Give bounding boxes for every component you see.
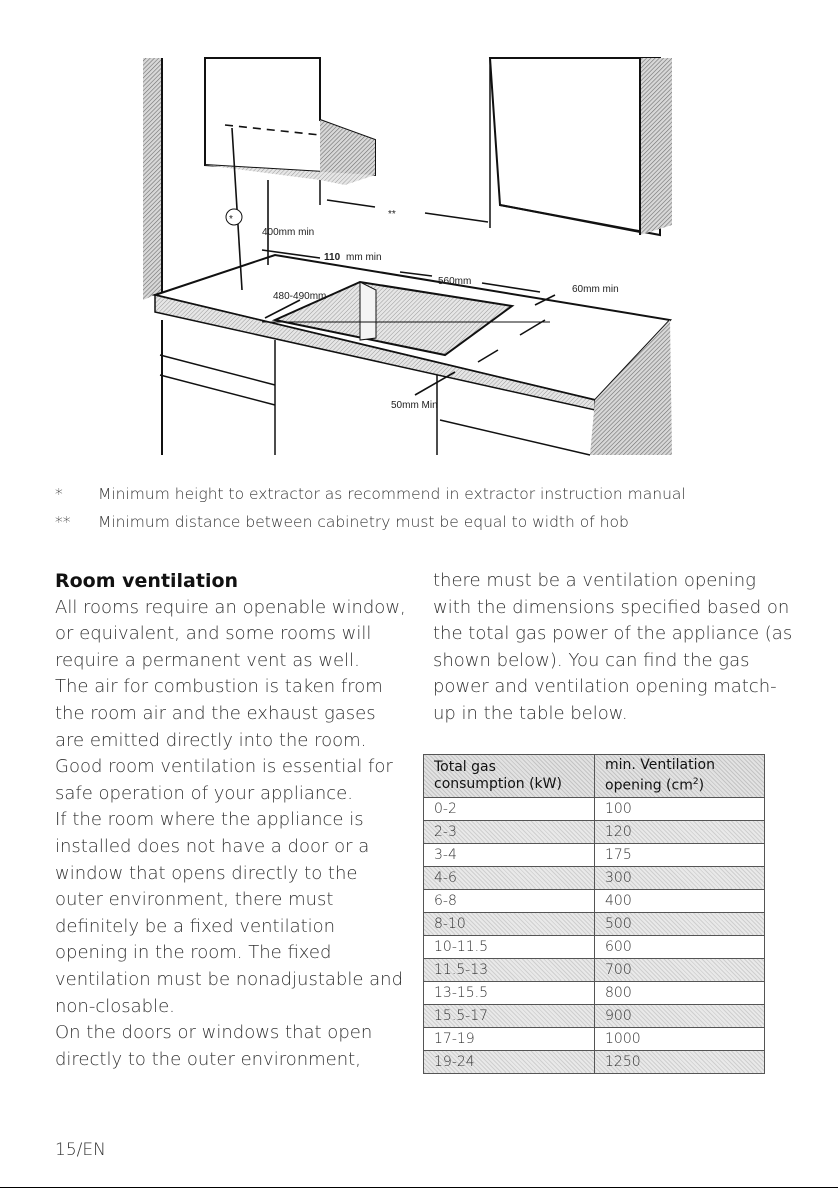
star-label: *	[229, 214, 233, 225]
ventilation-table	[423, 754, 765, 1074]
clearance-110-value: 110	[324, 252, 341, 263]
footnote-text: Minimum height to extractor as recommend in extractor instruction manual	[98, 485, 686, 503]
paragraph: If the room where the appliance is installed does not have a door or a window that opens directly to the outer environment, there must definitely be a fixed ventilation opening in the room. The fixed ventilation must be nonadjustable and non-closable.	[55, 809, 403, 1017]
table-row: 10-11.5 600	[424, 935, 765, 958]
table-row: 6-8 400	[424, 889, 765, 912]
table-row: 19-24 1250	[424, 1050, 765, 1073]
footnote-mark: *	[55, 485, 63, 503]
page-number: 15/EN	[55, 1140, 106, 1160]
upper-cabinet-left	[205, 58, 375, 205]
cutout-depth-label: 480-490mm	[273, 291, 327, 302]
clearance-110-unit: mm min	[346, 252, 382, 263]
table-row: 0-2 100	[424, 797, 765, 820]
table-row: 2-3 120	[424, 820, 765, 843]
paragraph: there must be a ventilation opening with the dimensions specified based on the total gas power of the appliance (as shown below). You can find the gas power and ventilation opening match-up in the table below.	[433, 570, 793, 724]
upper-cabinet-right	[490, 58, 672, 235]
section-heading: Room ventilation	[55, 570, 239, 592]
table-header-row	[424, 755, 765, 798]
back-gap-label: 60mm min	[572, 284, 619, 295]
paragraph: The air for combustion is taken from the room air and the exhaust gases are emitted directly into the room.	[55, 676, 383, 751]
left-column	[55, 568, 410, 1073]
table-row: 3-4 175	[424, 843, 765, 866]
table-row: 11.5-13 700	[424, 958, 765, 981]
right-column	[433, 568, 793, 728]
footnote-text: Minimum distance between cabinetry must be equal to width of hob	[98, 513, 629, 531]
installation-diagram	[0, 0, 838, 470]
footnote-1	[55, 485, 686, 503]
table-row: 4-6 300	[424, 866, 765, 889]
paragraph: On the doors or windows that open directly to the outer environment,	[55, 1022, 373, 1070]
paragraph: Good room ventilation is essential for safe operation of your appliance.	[55, 756, 393, 804]
table-row: 8-10 500	[424, 912, 765, 935]
footnote-mark: **	[55, 513, 71, 531]
clearance-400-label: 400mm min	[262, 227, 315, 238]
bottom-rule	[0, 1187, 838, 1188]
table-row: 13-15.5 800	[424, 981, 765, 1004]
header-ventilation-opening: min. Ventilation opening $(cm^2)$	[595, 755, 765, 798]
double-star-label: **	[388, 209, 396, 220]
left-cabinet	[143, 58, 162, 455]
front-gap-label: 50mm Min	[391, 400, 438, 411]
table-row: 17-19 1000	[424, 1027, 765, 1050]
cutout-width-label: 560mm	[438, 276, 472, 287]
table-row: 15.5-17 900	[424, 1004, 765, 1027]
footnote-2	[55, 513, 629, 531]
header-gas-consumption: Total gas consumption (kW)	[424, 755, 595, 798]
paragraph: All rooms require an openable window, or equivalent, and some rooms will require a permanent vent as well.	[55, 596, 406, 671]
